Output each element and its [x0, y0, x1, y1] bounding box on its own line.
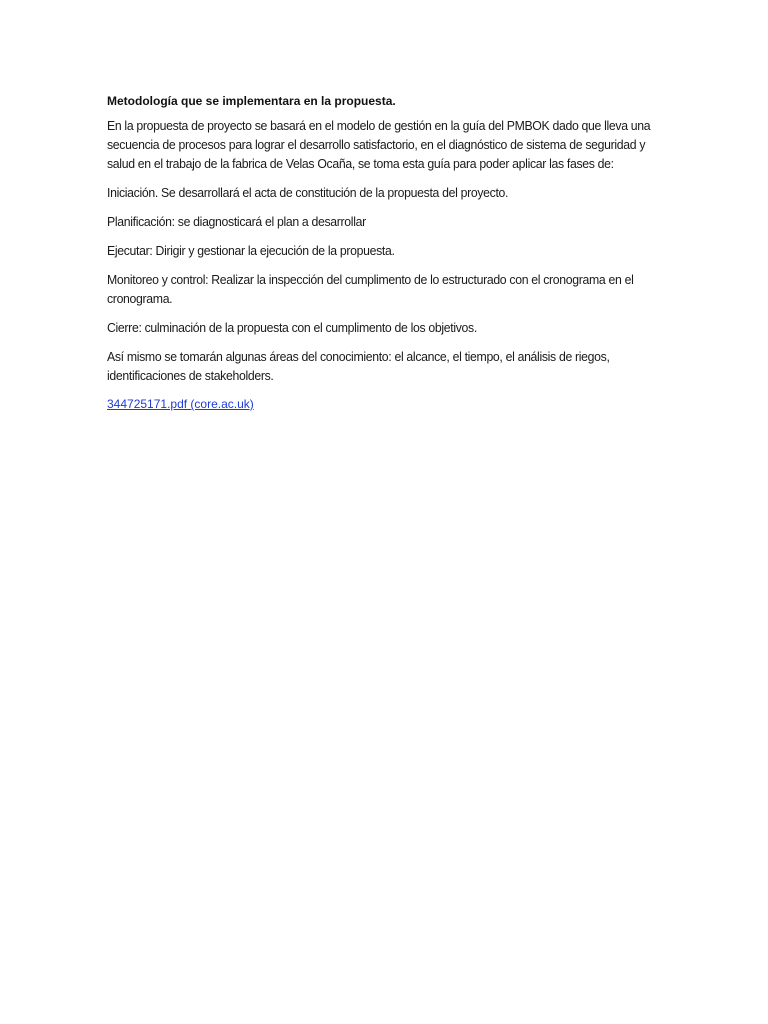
- phase-monitoring: Monitoreo y control: Realizar la inspección del cumplimento de lo estructurado con el cronograma en el cronograma.: [107, 272, 634, 306]
- phase-execution: Ejecutar: Dirigir y gestionar la ejecución de la propuesta.: [107, 243, 395, 258]
- document-body: [107, 93, 667, 413]
- section-heading: Metodología que se implementara en la propuesta.: [107, 94, 396, 108]
- intro-paragraph: En la propuesta de proyecto se basará en el modelo de gestión en la guía del PMBOK dado que lleva una secuencia de procesos para lograr el desarrollo satisfactorio, en el diagnóstico de sistema de seguridad y salud en el trabajo de la fabrica de Velas Ocaña, se toma esta guía para poder aplicar las fases de:: [107, 118, 651, 171]
- phase-closing: Cierre: culminación de la propuesta con el cumplimento de los objetivos.: [107, 320, 477, 335]
- phase-planning: Planificación: se diagnosticará el plan a desarrollar: [107, 214, 366, 229]
- phase-initiation: Iniciación. Se desarrollará el acta de constitución de la propuesta del proyecto.: [107, 185, 509, 200]
- source-link[interactable]: 344725171.pdf (core.ac.uk): [107, 397, 254, 411]
- knowledge-areas-paragraph: Así mismo se tomarán algunas áreas del conocimiento: el alcance, el tiempo, el análisis de riegos, identificaciones de stakeholders.: [107, 349, 610, 383]
